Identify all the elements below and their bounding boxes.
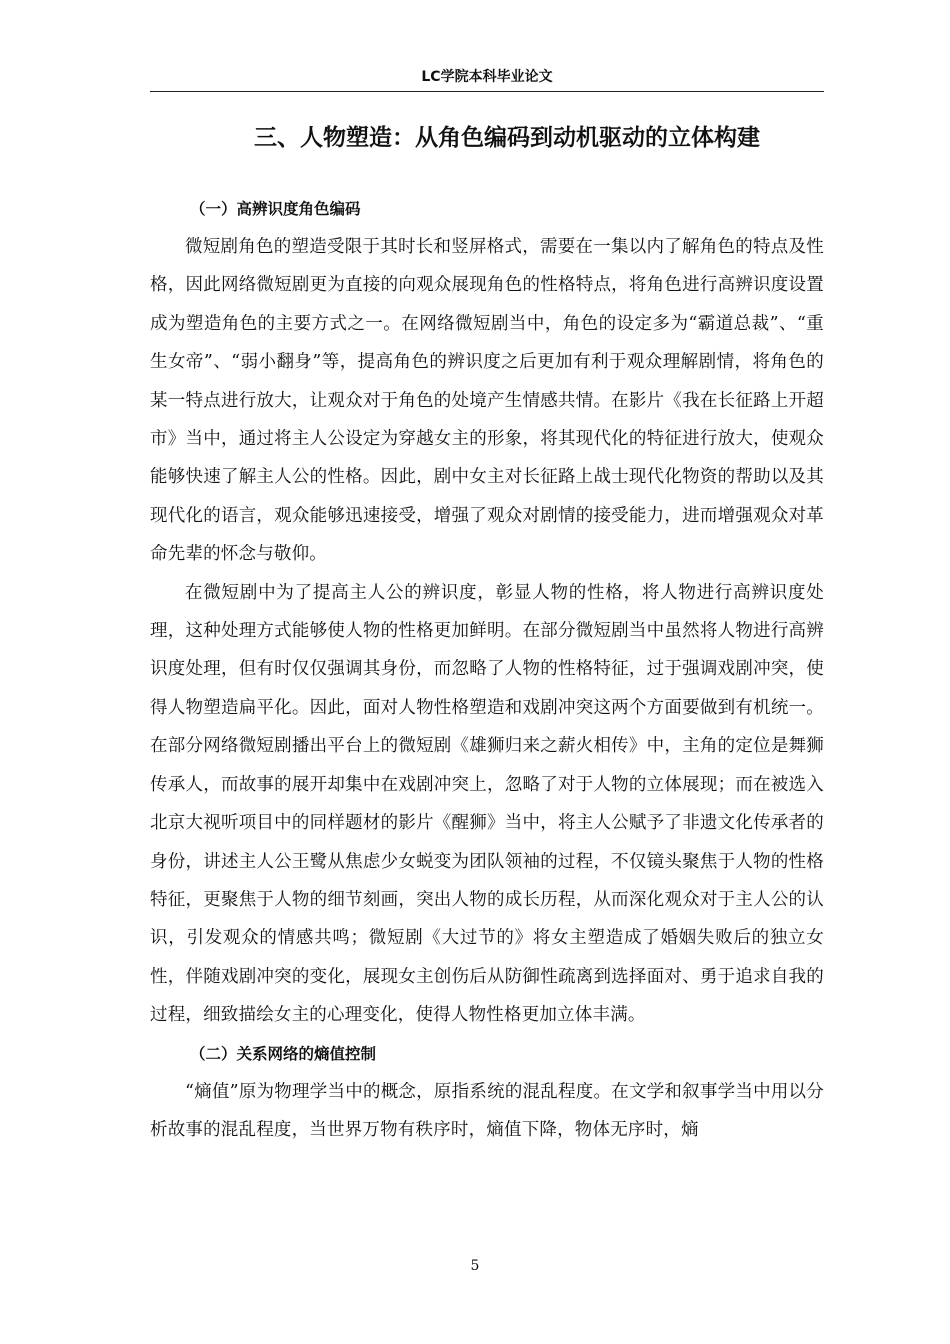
page-header	[150, 63, 824, 92]
subsection-heading-2: （二）关系网络的熵值控制	[190, 1044, 377, 1063]
paragraph-3: “熵值”原为物理学当中的概念，原指系统的混乱程度。在文学和叙事学当中用以分析故事的混乱程度，当世界万物有秩序时，熵值下降，物体无序时，熵	[150, 1081, 824, 1140]
paragraph-1: 微短剧角色的塑造受限于其时长和竖屏格式，需要在一集以内了解角色的特点及性格，因此网络微短剧更为直接的向观众展现角色的性格特点，将角色进行高辨识度设置成为塑造角色的主要方式之一。在网络微短剧当中，角色的设定多为“霸道总裁”、“重生女帝”、“弱小翻身”等，提高角色的辨识度之后更加有利于观众理解剧情，将角色的某一特点进行放大，让观众对于角色的处境产生情感共情。在影片《我在长征路上开超市》当中，通过将主人公设定为穿越女主的形象，将其现代化的特征进行放大，使观众能够快速了解主人公的性格。因此，剧中女主对长征路上战士现代化物资的帮助以及其现代化的语言，观众能够迅速接受，增强了观众对剧情的接受能力，进而增强观众对革命先辈的怀念与敬仰。	[150, 237, 824, 565]
section-title: 三、人物塑造：从角色编码到动机驱动的立体构建	[254, 125, 760, 151]
subsection-heading-1: （一）高辨识度角色编码	[190, 200, 361, 218]
header-title: LC学院本科毕业论文	[421, 69, 553, 85]
page-number: 5	[470, 1258, 480, 1274]
body-text	[150, 190, 824, 1149]
paragraph-2: 在微短剧中为了提高主人公的辨识度，彰显人物的性格，将人物进行高辨识度处理，这种处理方式能够使人物的性格更加鲜明。在部分微短剧当中虽然将人物进行高辨识度处理，但有时仅仅强调其身份，而忽略了人物的性格特征，过于强调戏剧冲突，使得人物塑造扁平化。因此，面对人物性格塑造和戏剧冲突这两个方面要做到有机统一。在部分网络微短剧播出平台上的微短剧《雄狮归来之薪火相传》中，主角的定位是舞狮传承人，而故事的展开却集中在戏剧冲突上，忽略了对于人物的立体展现；而在被选入北京大视听项目中的同样题材的影片《醒狮》当中，将主人公赋予了非遗文化传承者的身份，讲述主人公王鹭从焦虑少女蜕变为团队领袖的过程，不仅镜头聚焦于人物的性格特征，更聚焦于人物的细节刻画，突出人物的成长历程，从而深化观众对于主人公的认识，引发观众的情感共鸣；微短剧《大过节的》将女主塑造成了婚姻失败后的独立女性，伴随戏剧冲突的变化，展现女主创伤后从防御性疏离到选择面对、勇于追求自我的过程，细致描绘女主的心理变化，使得人物性格更加立体丰满。	[150, 582, 824, 1026]
